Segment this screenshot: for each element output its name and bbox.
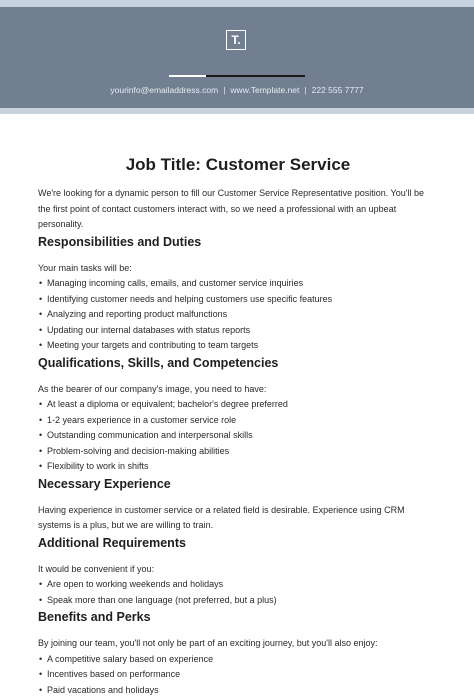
bullet-list xyxy=(38,276,438,354)
bullet-icon: • xyxy=(39,307,42,323)
bullet-icon: • xyxy=(39,276,42,292)
list-item xyxy=(38,459,438,475)
list-item xyxy=(38,577,438,593)
section-lead: By joining our team, you'll not only be part of an exciting journey, but you'll also enjoy: xyxy=(38,636,438,652)
list-item-text: Managing incoming calls, emails, and customer service inquiries xyxy=(47,278,303,288)
list-item xyxy=(38,323,438,339)
contact-email[interactable]: yourinfo@emailaddress.com xyxy=(110,85,218,95)
bullet-list xyxy=(38,652,438,698)
section-lead: Your main tasks will be: xyxy=(38,261,438,277)
bullet-icon: • xyxy=(39,652,42,668)
logo-letter: T. xyxy=(231,33,240,47)
document-title: Job Title: Customer Service xyxy=(38,155,438,175)
bullet-list xyxy=(38,397,438,475)
bullet-icon: • xyxy=(39,338,42,354)
section-benefits xyxy=(38,609,438,698)
list-item-text: Updating our internal databases with status reports xyxy=(47,325,250,335)
bullet-list xyxy=(38,577,438,608)
intro-paragraph: We're looking for a dynamic person to fill our Customer Service Representative position. You'll be the first point of contact customers interact with, so we need a professional with an upbeat personality. xyxy=(38,186,438,233)
bullet-icon: • xyxy=(39,292,42,308)
list-item-text: At least a diploma or equivalent; bachelor's degree preferred xyxy=(47,399,288,409)
section-lead: It would be convenient if you: xyxy=(38,562,438,578)
contact-website[interactable]: www.Template.net xyxy=(230,85,299,95)
list-item xyxy=(38,307,438,323)
section-lead: As the bearer of our company's image, you need to have: xyxy=(38,382,438,398)
list-item xyxy=(38,428,438,444)
contact-line xyxy=(0,85,474,95)
bullet-icon: • xyxy=(39,683,42,698)
list-item xyxy=(38,652,438,668)
header-top-strip xyxy=(0,0,474,7)
list-item-text: Identifying customer needs and helping customers use specific features xyxy=(47,294,332,304)
list-item-text: Incentives based on performance xyxy=(47,669,180,679)
list-item-text: Are open to working weekends and holidays xyxy=(47,579,223,589)
section-responsibilities xyxy=(38,234,438,354)
section-qualifications xyxy=(38,355,438,475)
contact-phone: 222 555 7777 xyxy=(312,85,364,95)
list-item-text: A competitive salary based on experience xyxy=(47,654,213,664)
bullet-icon: • xyxy=(39,397,42,413)
bullet-icon: • xyxy=(39,577,42,593)
section-heading: Benefits and Perks xyxy=(38,609,438,625)
list-item xyxy=(38,444,438,460)
list-item-text: Problem-solving and decision-making abilities xyxy=(47,446,229,456)
section-heading: Additional Requirements xyxy=(38,535,438,551)
section-additional-requirements xyxy=(38,535,438,609)
contact-separator: | xyxy=(304,85,306,95)
section-experience xyxy=(38,476,438,534)
list-item xyxy=(38,413,438,429)
list-item-text: Flexibility to work in shifts xyxy=(47,461,149,471)
bullet-icon: • xyxy=(39,413,42,429)
list-item xyxy=(38,276,438,292)
bullet-icon: • xyxy=(39,428,42,444)
list-item xyxy=(38,667,438,683)
list-item-text: Analyzing and reporting product malfunctions xyxy=(47,309,227,319)
section-heading: Necessary Experience xyxy=(38,476,438,492)
section-heading: Responsibilities and Duties xyxy=(38,234,438,250)
template-logo-icon xyxy=(226,30,246,50)
header-divider-dark xyxy=(206,75,305,77)
bullet-icon: • xyxy=(39,444,42,460)
header-divider-light xyxy=(169,75,206,77)
list-item xyxy=(38,338,438,354)
contact-separator: | xyxy=(223,85,225,95)
bullet-icon: • xyxy=(39,667,42,683)
list-item xyxy=(38,397,438,413)
section-heading: Qualifications, Skills, and Competencies xyxy=(38,355,438,371)
list-item xyxy=(38,683,438,698)
list-item-text: Meeting your targets and contributing to team targets xyxy=(47,340,258,350)
document-body xyxy=(38,155,438,698)
list-item-text: Outstanding communication and interpersonal skills xyxy=(47,430,253,440)
list-item-text: 1-2 years experience in a customer service role xyxy=(47,415,236,425)
list-item xyxy=(38,593,438,609)
bullet-icon: • xyxy=(39,323,42,339)
bullet-icon: • xyxy=(39,593,42,609)
header-bottom-strip xyxy=(0,108,474,114)
bullet-icon: • xyxy=(39,459,42,475)
list-item xyxy=(38,292,438,308)
list-item-text: Speak more than one language (not preferred, but a plus) xyxy=(47,595,277,605)
list-item-text: Paid vacations and holidays xyxy=(47,685,159,695)
section-lead: Having experience in customer service or a related field is desirable. Experience using CRM systems is a plus, but we are willing to train. xyxy=(38,503,438,534)
